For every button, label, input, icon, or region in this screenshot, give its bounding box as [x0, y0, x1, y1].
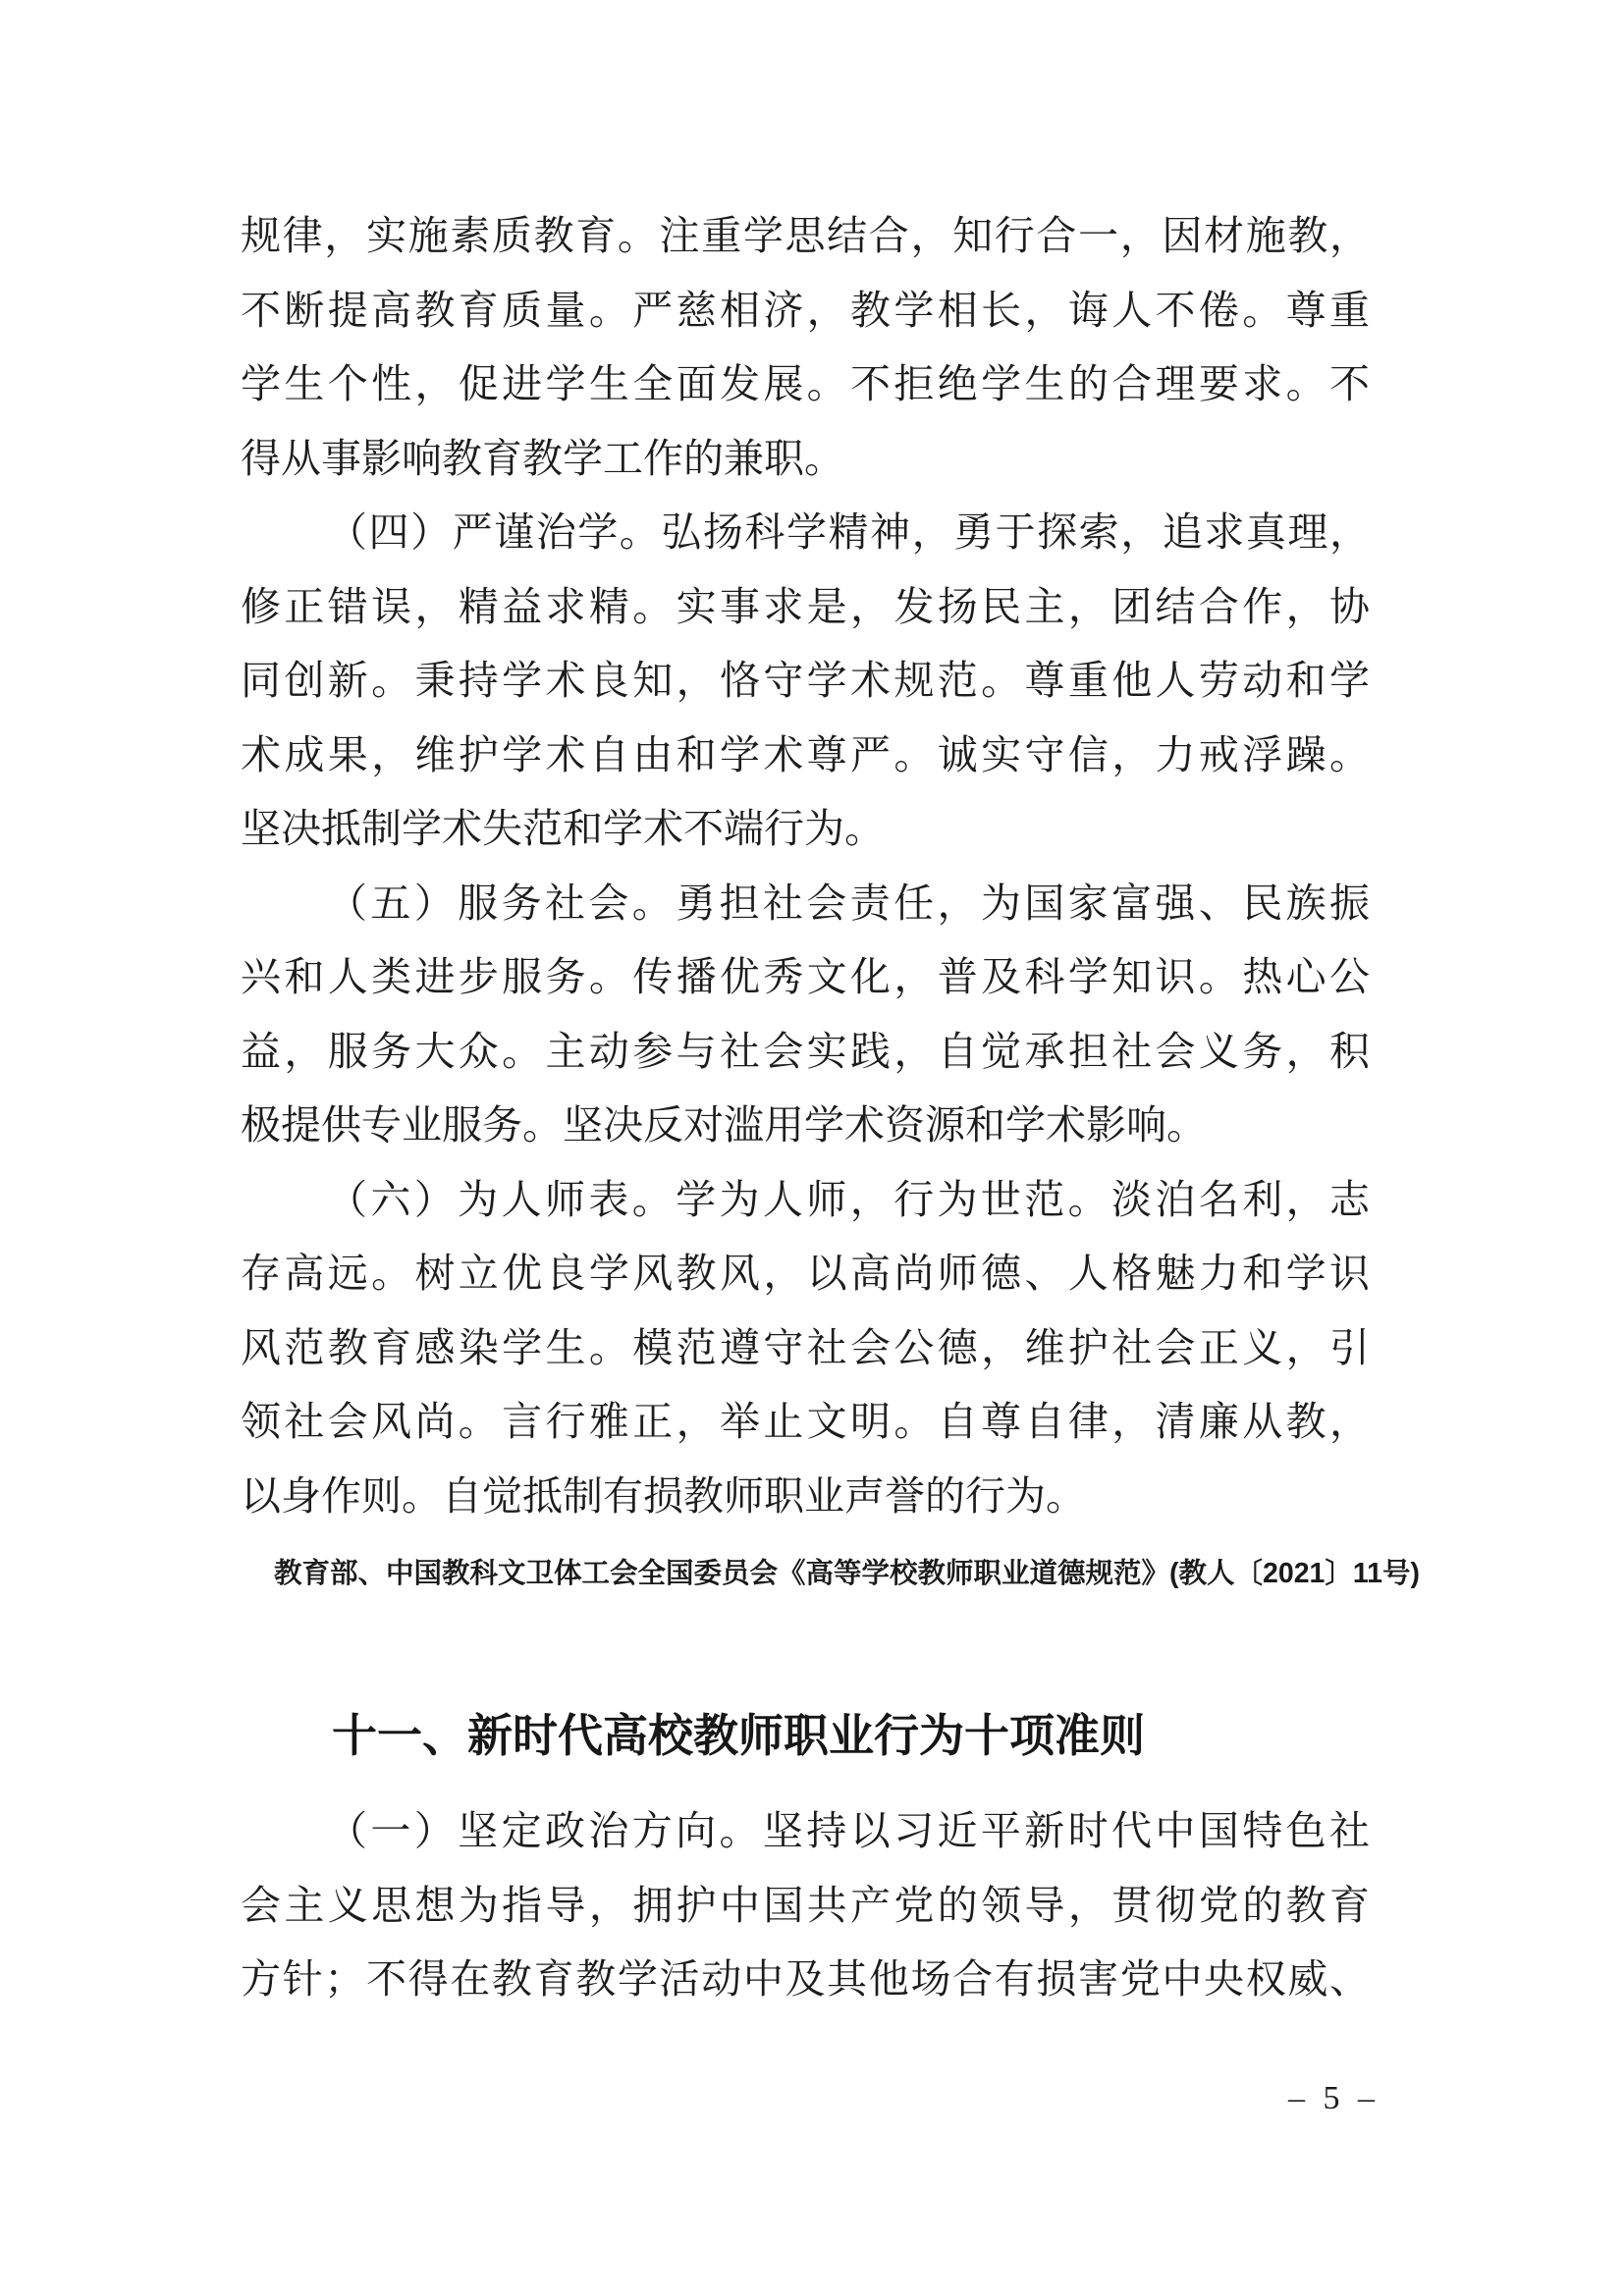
page-number: – 5 – [1288, 2080, 1380, 2116]
body-line: 领社会风尚。言行雅正，举止文明。自尊自律，清廉从教， [241, 1399, 1370, 1444]
body-line: （四）严谨治学。弘扬科学精神，勇于探索，追求真理， [327, 509, 1370, 555]
body-line: 同创新。秉持学术良知，恪守学术规范。尊重他人劳动和学 [241, 658, 1370, 703]
paragraph [241, 1794, 1370, 2017]
paragraph [241, 867, 1370, 1163]
body-line: 风范教育感染学生。模范遵守社会公德，维护社会正义，引 [241, 1324, 1370, 1370]
body-line: 学生个性，促进学生全面发展。不拒绝学生的合理要求。不 [241, 361, 1370, 406]
paragraph [241, 496, 1370, 867]
paragraph [241, 199, 1370, 496]
body-line: 会主义思想为指导，拥护中国共产党的领导，贯彻党的教育 [241, 1882, 1370, 1928]
body-line: 术成果，维护学术自由和学术尊严。诚实守信，力戒浮躁。 [241, 731, 1370, 777]
source-citation: 教育部、中国教科文卫体工会全国委员会《高等学校教师职业道德规范》(教人〔2021〕11号) [274, 1558, 1421, 1589]
body-line: 益，服务大众。主动参与社会实践，自觉承担社会义务，积 [241, 1028, 1370, 1074]
body-line: 方针；不得在教育教学活动中及其他场合有损害党中央权威、 [241, 1956, 1370, 2002]
body-line: 坚决抵制学术失范和学术不端行为。 [241, 806, 885, 851]
body-line: （五）服务社会。勇担社会责任，为国家富强、民族振 [327, 880, 1370, 926]
page-body [241, 199, 1370, 1533]
body-line: 存高远。树立优良学风教风，以高尚师德、人格魅力和学识 [241, 1251, 1370, 1296]
body-line: （六）为人师表。学为人师，行为世范。淡泊名利，志 [327, 1176, 1370, 1222]
body-line: 极提供专业服务。坚决反对滥用学术资源和学术影响。 [241, 1102, 1207, 1148]
body-line: 不断提高教育质量。严慈相济，教学相长，诲人不倦。尊重 [241, 287, 1370, 333]
body-line: 兴和人类进步服务。传播优秀文化，普及科学知识。热心公 [241, 954, 1370, 999]
paragraph [241, 1163, 1370, 1534]
closing-paragraph [241, 1794, 1370, 2017]
body-line: 规律，实施素质教育。注重学思结合，知行合一，因材施教， [241, 213, 1370, 258]
body-line: 修正错误，精益求精。实事求是，发扬民主，团结合作，协 [241, 583, 1370, 629]
body-line: 以身作则。自觉抵制有损教师职业声誉的行为。 [241, 1472, 1086, 1519]
body-line: （一）坚定政治方向。坚持以习近平新时代中国特色社 [327, 1808, 1370, 1853]
body-line: 得从事影响教育教学工作的兼职。 [241, 435, 844, 481]
section-heading: 十一、新时代高校教师职业行为十项准则 [332, 1710, 1145, 1761]
